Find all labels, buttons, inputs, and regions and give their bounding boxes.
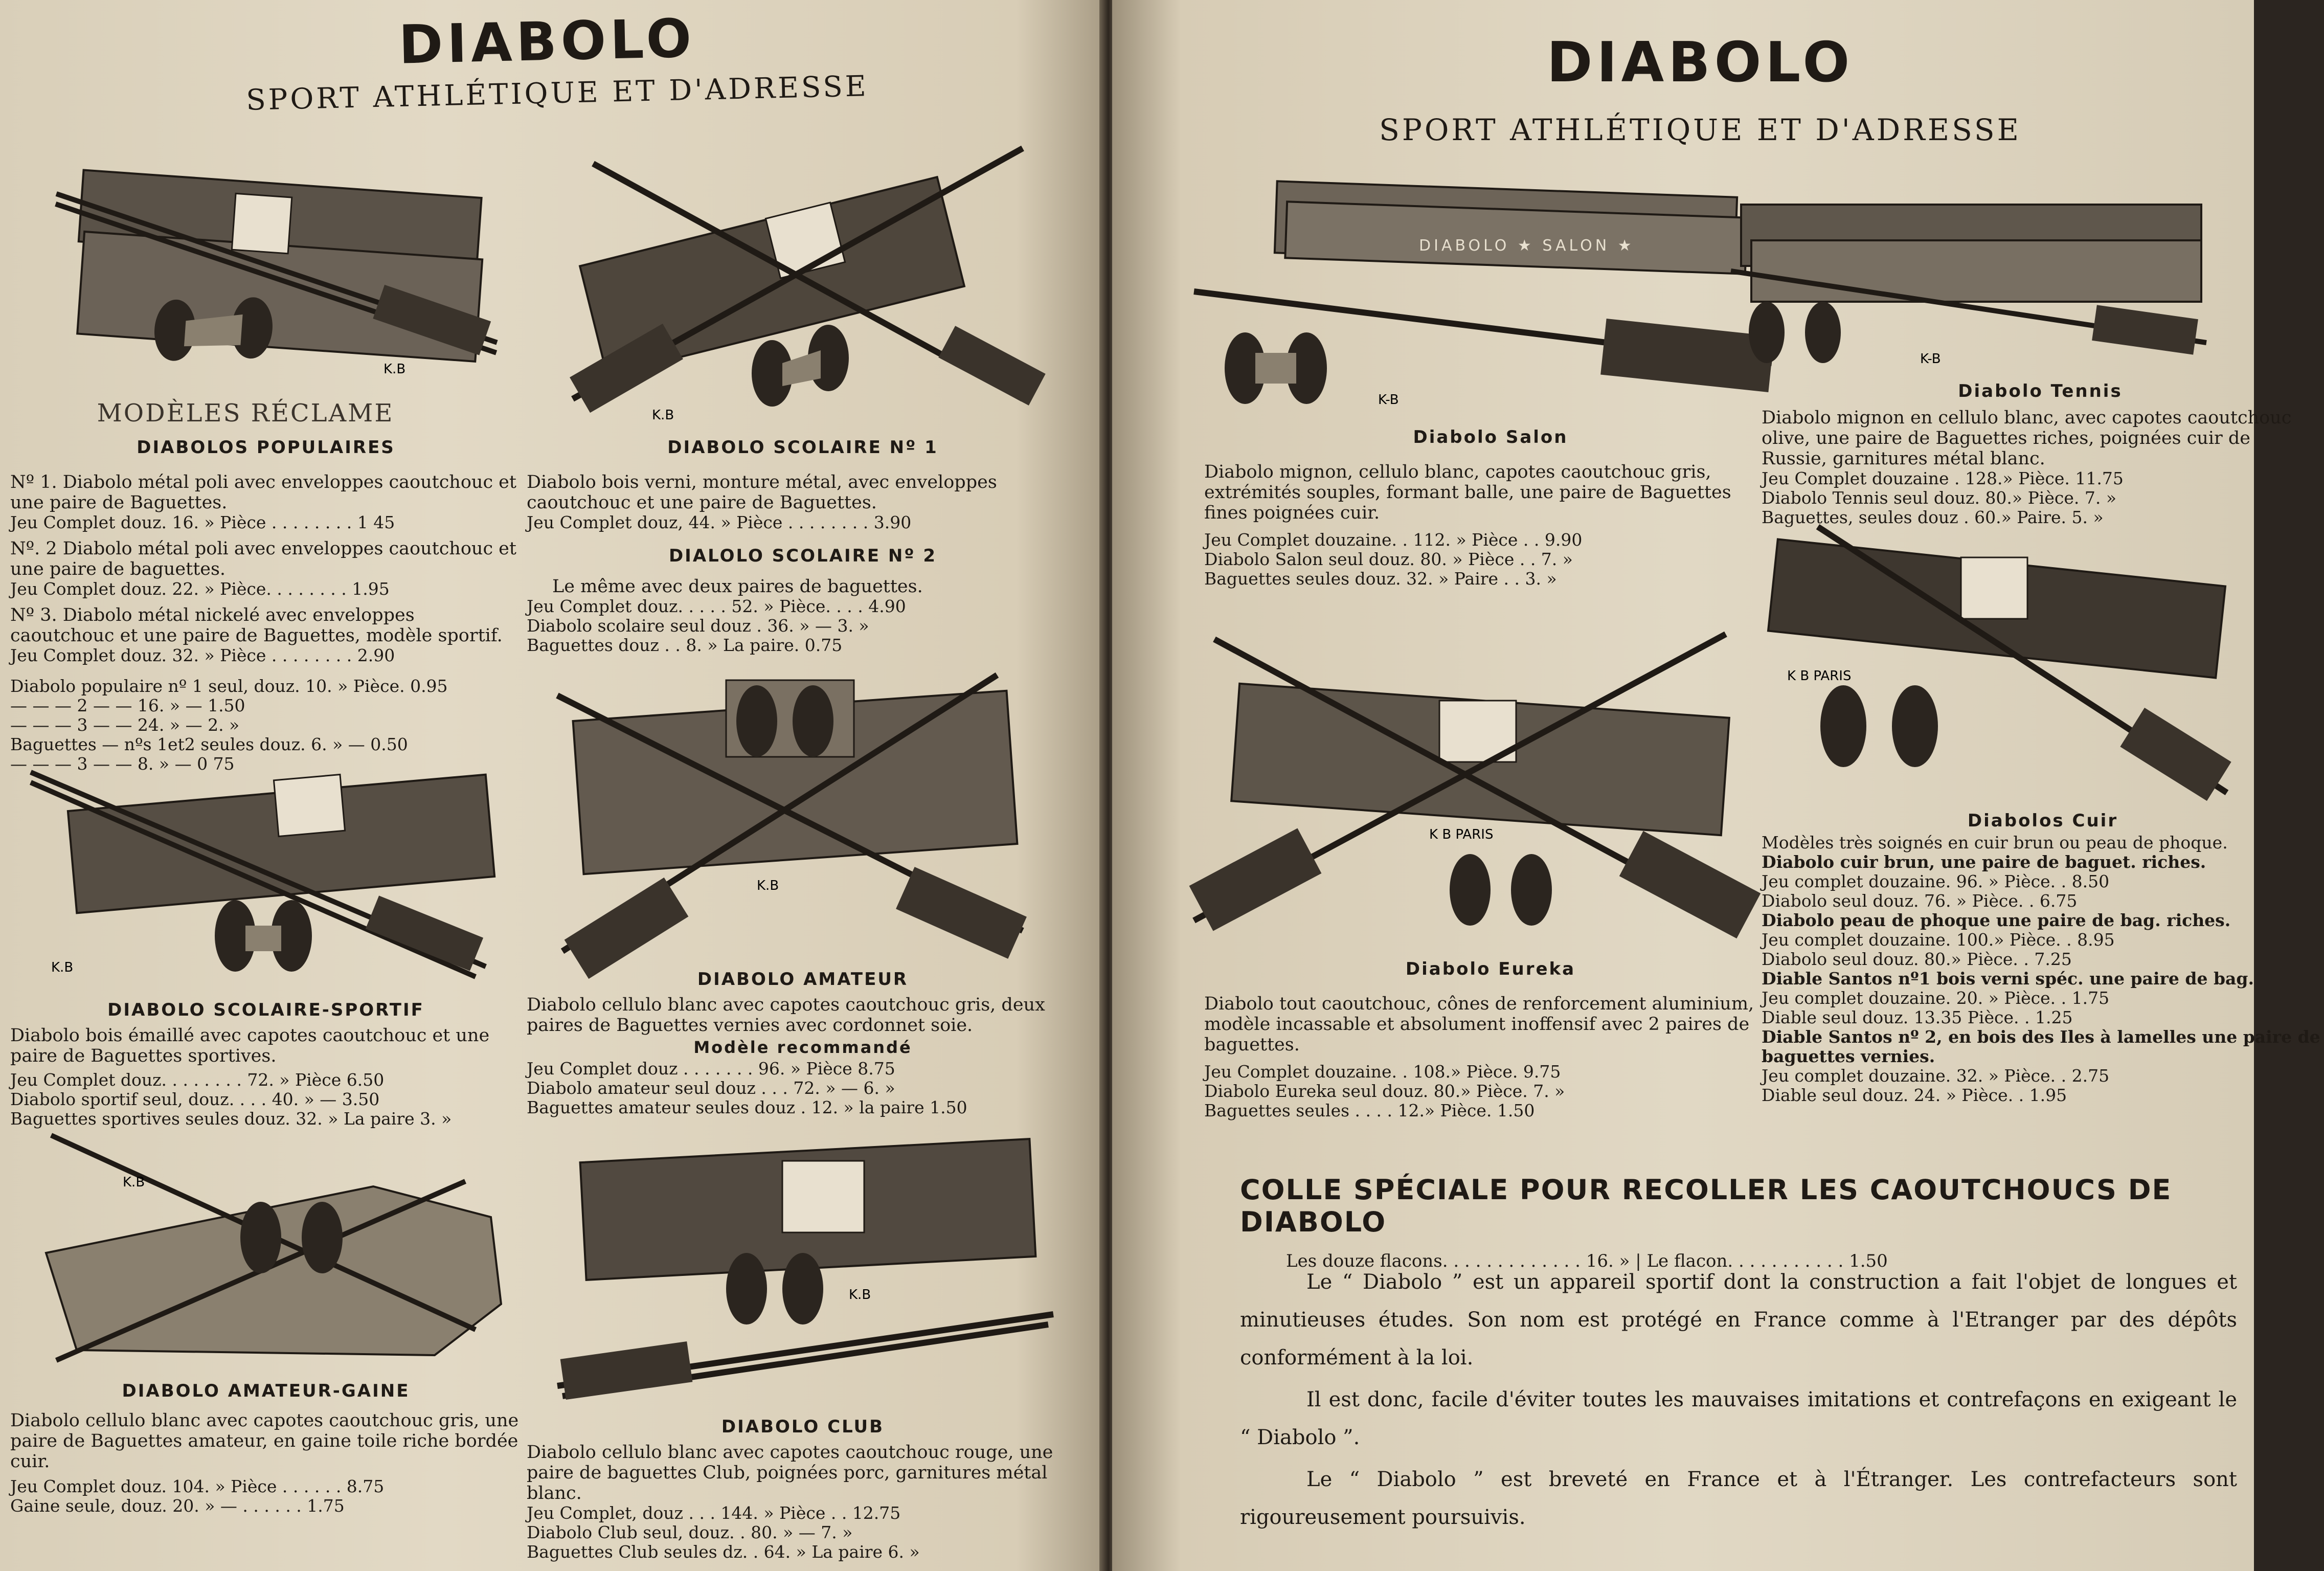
cuir-section <box>1762 811 2324 1105</box>
table-row: Baguettes seules . . . . 12.» Pièce. 1.50 <box>1204 1101 1535 1120</box>
table-row: Jeu Complet, douz . . . 144. » Pièce . . 12.75 <box>527 1503 901 1523</box>
modeles-reclame-heading: MODÈLES RÉCLAME <box>97 399 394 428</box>
diabolo-populaire-illustration <box>31 169 532 384</box>
santos2: Diable Santos nº 2, en bois des Iles à lamelles une paire de baguettes vernies. <box>1762 1027 2320 1066</box>
colle-price-line: Les douze flacons. . . . . . . . . . . . . 16. » | Le flacon. . . . . . . . . . . 1.50 <box>1286 1251 1888 1271</box>
table-row: Diabolo Tennis seul douz. 80.» Pièce. 7. » <box>1762 488 2117 508</box>
salon-box-label: DIABOLO ★ SALON ★ <box>1419 237 1635 255</box>
paragraph: Il est donc, facile d'éviter toutes les mauvaises imitations et contrefaçons en exigeant le “ Diabolo ”. <box>1240 1388 2237 1449</box>
amateur-text: Diabolo cellulo blanc avec capotes caoutchouc gris, deux paires de Baguettes vernies avec cordonnet soie. <box>527 995 1045 1036</box>
eureka-section <box>1204 959 1777 1120</box>
scolaire2-text: Le même avec deux paires de baguettes. <box>552 576 923 597</box>
populaires-table <box>10 677 522 774</box>
diabolo-gaine-illustration <box>15 1125 516 1365</box>
gaine-heading: DIABOLO AMATEUR-GAINE <box>122 1381 410 1401</box>
gaine-text: Diabolo cellulo blanc avec capotes caoutchouc gris, une paire de Baguettes amateur, en gaine toile riche bordée cuir. <box>10 1410 519 1472</box>
left-page <box>0 0 1104 1571</box>
description-paragraphs <box>1240 1263 2237 1536</box>
table-row: — — — 3 — — 8. » — 0 75 <box>10 754 235 774</box>
kb-mark: K.B <box>123 1175 145 1190</box>
table-row: Gaine seule, douz. 20. » — . . . . . . 1.75 <box>10 1496 345 1516</box>
table-row: Baguettes, seules douz . 60.» Paire. 5. » <box>1762 507 2104 527</box>
populaires-n1: Nº 1. Diabolo métal poli avec enveloppes caoutchouc et une paire de Baguettes. <box>10 472 516 513</box>
table-row: Jeu Complet douzaine . 128.» Pièce. 11.75 <box>1762 468 2124 488</box>
table-row: Diabolo Salon seul douz. 80. » Pièce . . 7. » <box>1204 549 1573 569</box>
right-page-subtitle: SPORT ATHLÉTIQUE ET D'ADRESSE <box>1379 113 2021 147</box>
gaine-section <box>10 1381 522 1516</box>
scolaire-section <box>527 437 1079 655</box>
right-page-title: DIABOLO <box>1546 31 1854 95</box>
sportif-section <box>10 1000 522 1129</box>
amateur-heading: DIABOLO AMATEUR <box>697 969 909 990</box>
table-row: Jeu Complet douz. . . . . 52. » Pièce. . . . 4.90 <box>527 596 906 616</box>
table-row: Baguettes Club seules dz. . 64. » La paire 6. » <box>527 1542 920 1562</box>
kb-mark: K.B <box>849 1287 871 1303</box>
table-row: Diabolo Club seul, douz. . 80. » — 7. » <box>527 1522 853 1542</box>
diabolo-eureka-illustration <box>1174 624 1777 951</box>
table-row: Diabolo amateur seul douz . . . 72. » — 6. » <box>527 1078 895 1098</box>
santos1: Diable Santos nº1 bois verni spéc. une paire de bag. <box>1762 969 2254 989</box>
club-heading: DIABOLO CLUB <box>721 1417 885 1437</box>
table-row: Jeu Complet douzaine. . 108.» Pièce. 9.75 <box>1204 1062 1561 1082</box>
diabolo-club-illustration <box>542 1130 1074 1406</box>
scolaire2-heading: DIALOLO SCOLAIRE Nº 2 <box>668 546 937 566</box>
table-row: Baguettes seules douz. 32. » Paire . . 3. » <box>1204 569 1557 589</box>
salon-text: Diabolo mignon, cellulo blanc, capotes caoutchouc gris, extrémités souples, formant balle, une paire de Baguettes fines poignées cuir. <box>1204 462 1731 523</box>
table-row: Diabolo Eureka seul douz. 80.» Pièce. 7. » <box>1204 1081 1565 1101</box>
populaires-n1-price: Jeu Complet douz. 16. » Pièce . . . . . . . . 1 45 <box>10 512 395 532</box>
right-page <box>1112 0 2320 1571</box>
table-row: Baguettes sportives seules douz. 32. » La paire 3. » <box>10 1109 452 1129</box>
populaires-n2-price: Jeu Complet douz. 22. » Pièce. . . . . . . . 1.95 <box>10 579 390 599</box>
table-row: Jeu complet douzaine. 100.» Pièce. . 8.95 <box>1762 930 2115 950</box>
left-page-subtitle: SPORT ATHLÉTIQUE ET D'ADRESSE <box>245 70 869 117</box>
scolaire1-text: Diabolo bois verni, monture métal, avec enveloppes caoutchouc et une paire de Baguettes. <box>527 472 997 513</box>
cuir-phoque: Diabolo peau de phoque une paire de bag. riches. <box>1762 910 2231 930</box>
diabolo-tennis-illustration <box>1726 194 2217 378</box>
kb-mark: K-B <box>1920 351 1941 367</box>
populaires-n3-price: Jeu Complet douz. 32. » Pièce . . . . . . . . 2.90 <box>10 645 395 665</box>
table-row: Diable seul douz. 24. » Pièce. . 1.95 <box>1762 1085 2067 1105</box>
sportif-text: Diabolo bois émaillé avec capotes caoutchouc et une paire de Baguettes sportives. <box>10 1025 490 1066</box>
amateur-recommended: Modèle recommandé <box>693 1038 912 1057</box>
amateur-section <box>527 969 1079 1117</box>
cuir-heading: Diabolos Cuir <box>1967 811 2118 831</box>
scolaire1-price: Jeu Complet douz, 44. » Pièce . . . . . . . . 3.90 <box>527 512 912 532</box>
kb-paris-mark: K B PARIS <box>1429 827 1494 842</box>
diabolo-cuir-illustration <box>1767 527 2242 813</box>
populaires-n3: Nº 3. Diabolo métal nickelé avec enveloppes caoutchouc et une paire de Baguettes, modèle sportif. <box>10 605 503 646</box>
tennis-heading: Diabolo Tennis <box>1958 381 2123 401</box>
table-row: Diabolo populaire nº 1 seul, douz. 10. » Pièce. 0.95 <box>10 676 448 696</box>
populaires-heading: DIABOLOS POPULAIRES <box>137 437 395 458</box>
eureka-text: Diabolo tout caoutchouc, cônes de renforcement aluminium, modèle incassable et absolument inoffensif avec 2 paires de baguettes. <box>1204 994 1754 1055</box>
diabolo-salon-illustration <box>1184 179 1787 424</box>
table-row: Jeu Complet douzaine. . 112. » Pièce . . 9.90 <box>1204 530 1583 550</box>
table-row: Baguettes amateur seules douz . 12. » la paire 1.50 <box>527 1097 967 1117</box>
table-row: Jeu complet douzaine. 20. » Pièce. . 1.75 <box>1762 988 2110 1008</box>
eureka-heading: Diabolo Eureka <box>1405 959 1576 979</box>
tennis-text: Diabolo mignon en cellulo blanc, avec capotes caoutchouc olive, une paire de Baguettes riches, poignées cuir de Russie, garnitures métal blanc. <box>1762 408 2292 469</box>
table-row: Jeu complet douzaine. 32. » Pièce. . 2.75 <box>1762 1066 2110 1086</box>
kb-paris-mark: K B PARIS <box>1787 668 1852 684</box>
table-row: Diabolo scolaire seul douz . 36. » — 3. » <box>527 616 869 636</box>
table-row: Jeu Complet douz. 104. » Pièce . . . . . . 8.75 <box>10 1476 385 1496</box>
colle-section <box>1240 1174 2263 1271</box>
table-row: Baguettes — nºs 1et2 seules douz. 6. » — 0.50 <box>10 734 408 754</box>
table-row: Jeu Complet douz . . . . . . . 96. » Pièce 8.75 <box>527 1059 895 1079</box>
kb-mark: K.B <box>757 878 779 893</box>
table-row: — — — 3 — — 24. » — 2. » <box>10 715 240 735</box>
scolaire1-heading: DIABOLO SCOLAIRE Nº 1 <box>667 437 938 458</box>
colle-heading: COLLE SPÉCIALE POUR RECOLLER LES CAOUTCHOUCS DE DIABOLO <box>1240 1174 2172 1238</box>
table-row: Diable seul douz. 13.35 Pièce. . 1.25 <box>1762 1007 2073 1027</box>
cuir-intro: Modèles très soignés en cuir brun ou peau de phoque. <box>1762 833 2228 852</box>
paragraph: Le “ Diabolo ” est un appareil sportif dont la construction a fait l'objet de longues et minutieuses études. Son nom est protégé en France comme à l'Etranger par des dépôts conformément à la loi. <box>1240 1270 2237 1370</box>
club-section <box>527 1417 1079 1562</box>
table-row: Diabolo seul douz. 80.» Pièce. . 7.25 <box>1762 949 2072 969</box>
salon-section <box>1204 427 1777 589</box>
table-row: Jeu complet douzaine. 96. » Pièce. . 8.50 <box>1762 871 2110 891</box>
populaires-section <box>10 437 522 774</box>
salon-heading: Diabolo Salon <box>1413 427 1568 447</box>
left-page-title: DIABOLO <box>398 7 696 76</box>
kb-mark: K.B <box>51 960 74 975</box>
diabolo-sportif-illustration <box>15 762 522 987</box>
table-row: Diabolo seul douz. 76. » Pièce. . 6.75 <box>1762 891 2078 911</box>
tennis-section <box>1762 381 2319 527</box>
diabolo-amateur-illustration <box>532 665 1074 972</box>
table-row: Jeu Complet douz. . . . . . . . 72. » Pièce 6.50 <box>10 1070 385 1090</box>
table-row: Diabolo sportif seul, douz. . . . 40. » — 3.50 <box>10 1089 380 1109</box>
cuir-brun: Diabolo cuir brun, une paire de baguet. riches. <box>1762 852 2206 872</box>
table-row: Baguettes douz . . 8. » La paire. 0.75 <box>527 635 843 655</box>
kb-mark: K-B <box>1378 392 1399 408</box>
populaires-n2: Nº. 2 Diabolo métal poli avec enveloppes caoutchouc et une paire de baguettes. <box>10 538 516 579</box>
kb-mark: K.B <box>652 408 674 423</box>
table-row: — — — 2 — — 16. » — 1.50 <box>10 695 245 715</box>
paragraph: Le “ Diabolo ” est breveté en France et à l'Étranger. Les contrefacteurs sont rigoureusement poursuivis. <box>1240 1468 2237 1529</box>
club-text: Diabolo cellulo blanc avec capotes caoutchouc rouge, une paire de baguettes Club, poignées porc, garnitures métal blanc. <box>527 1442 1053 1503</box>
kb-mark: K.B <box>383 362 406 377</box>
diabolo-scolaire-illustration <box>542 133 1079 440</box>
sportif-heading: DIABOLO SCOLAIRE-SPORTIF <box>107 1000 424 1020</box>
